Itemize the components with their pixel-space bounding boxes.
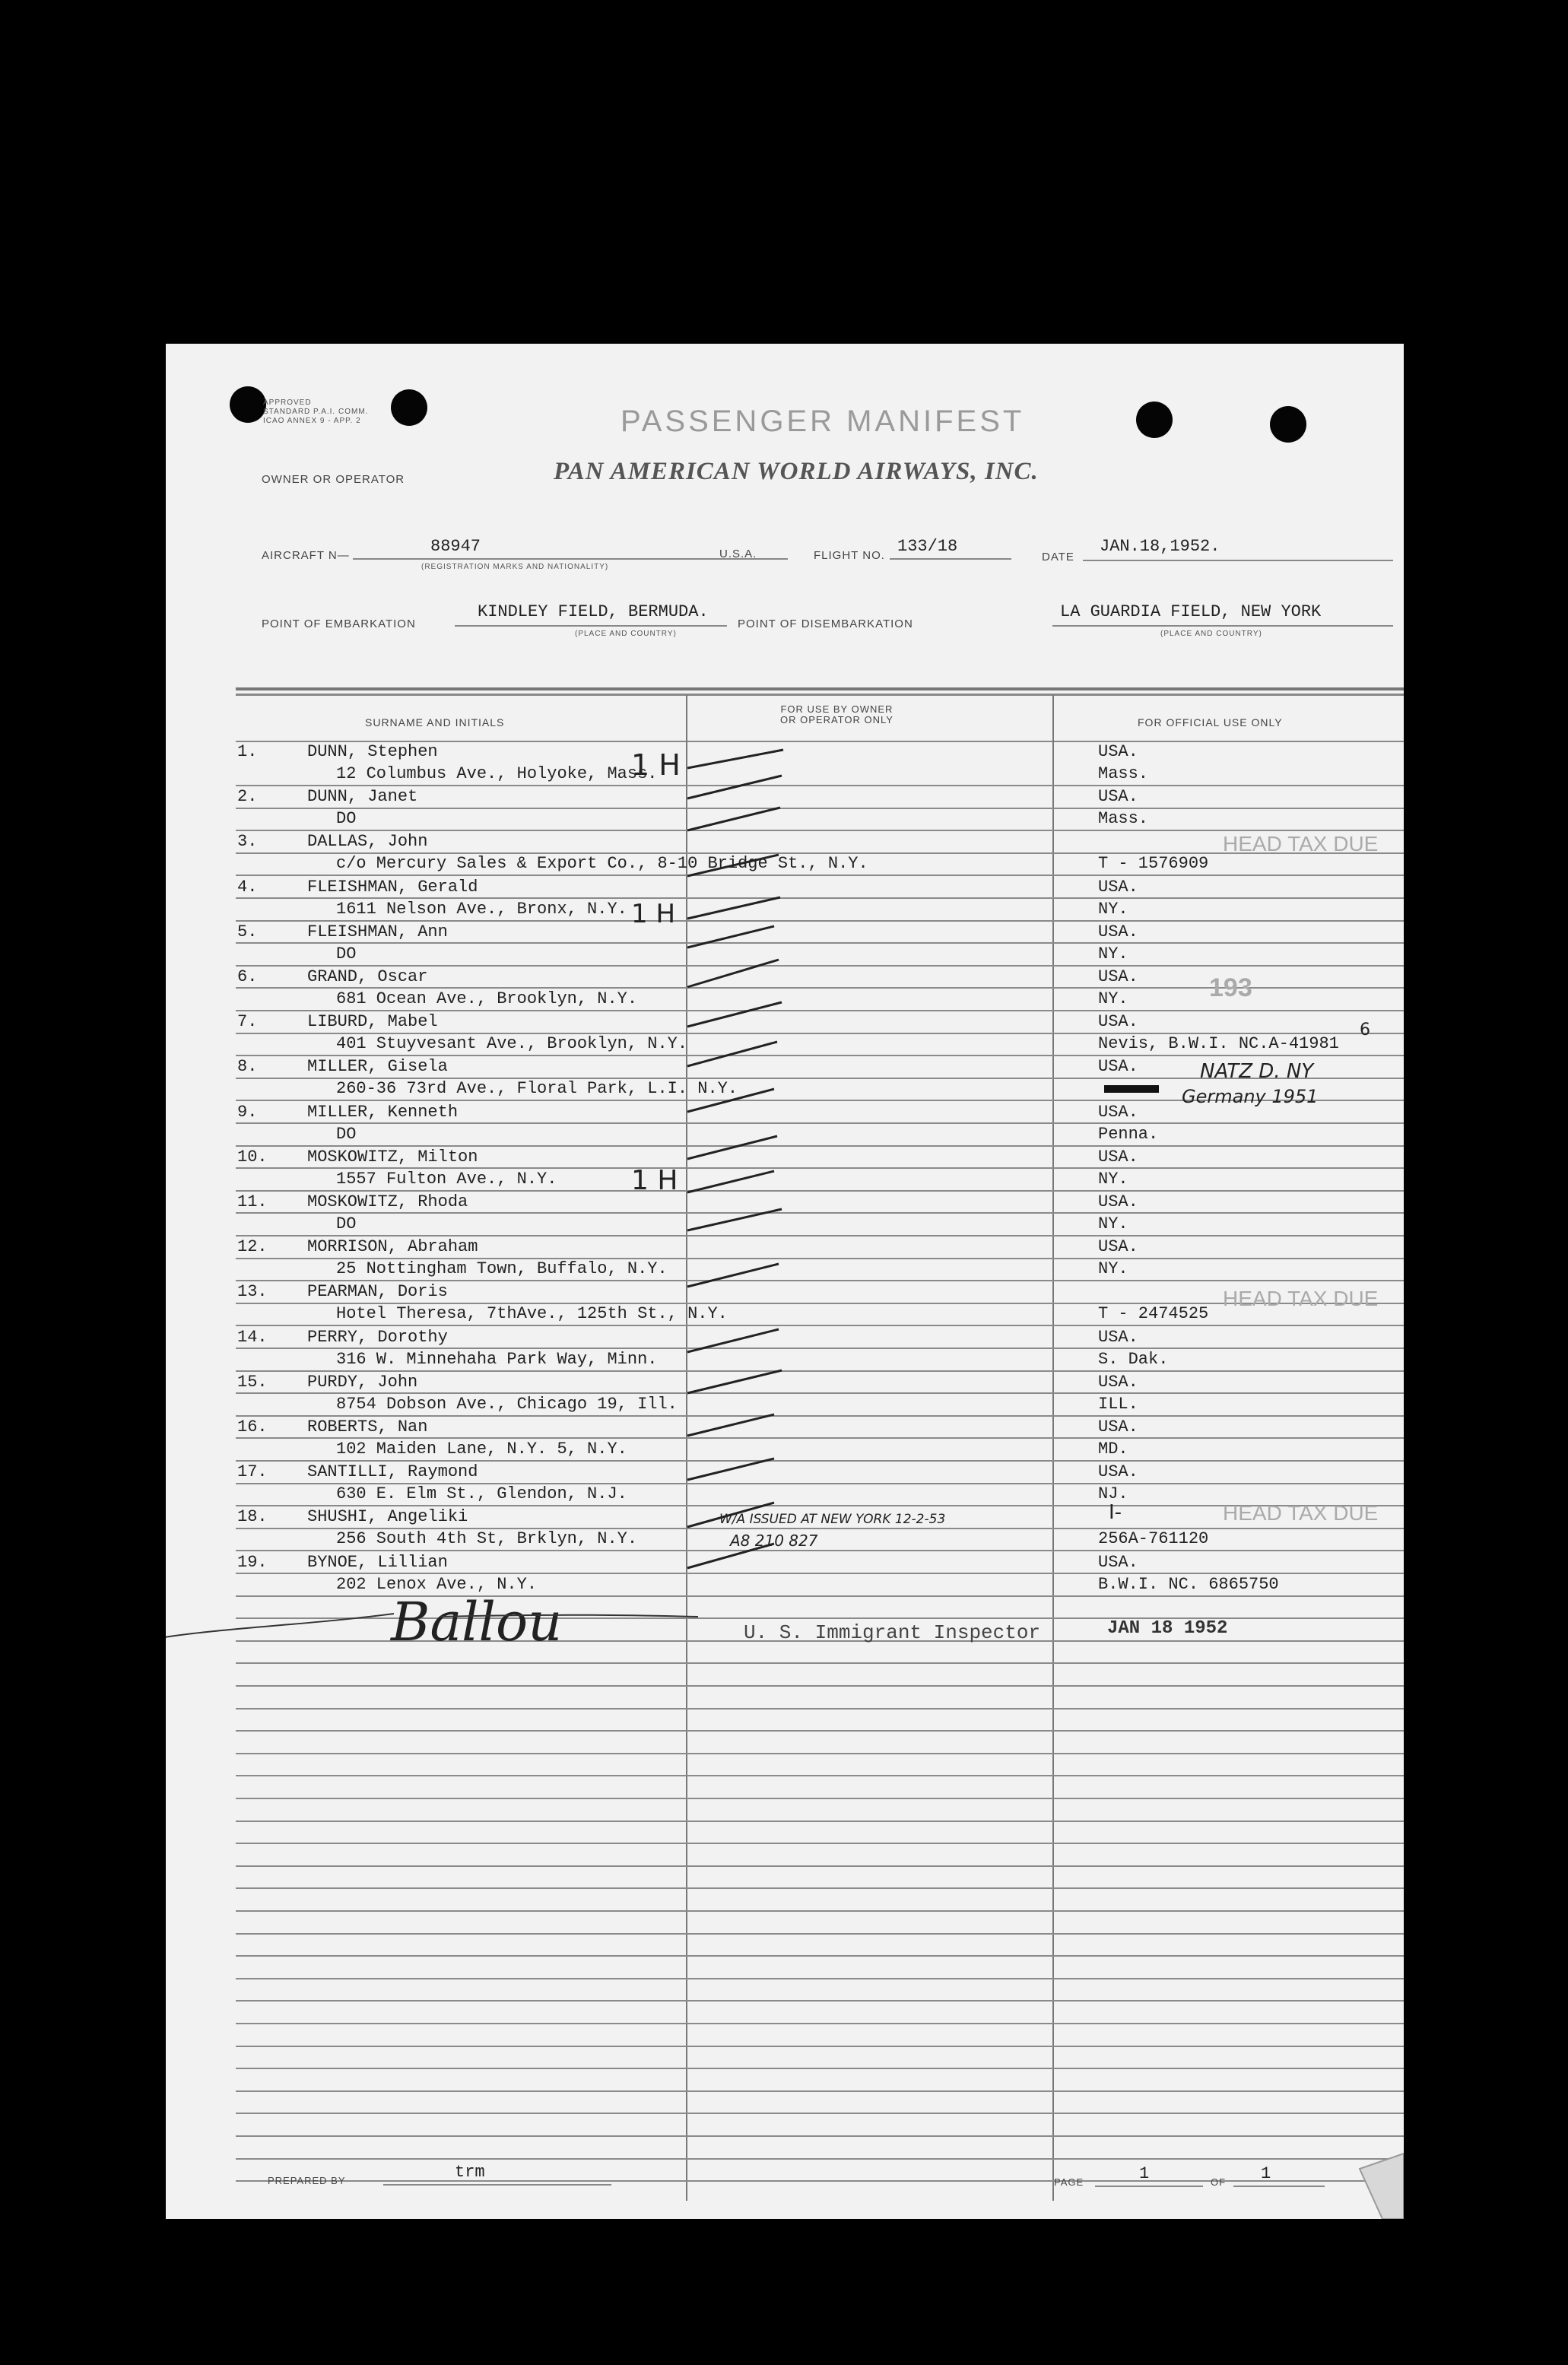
- official-citizenship: USA.: [1098, 1462, 1138, 1481]
- passenger-address: 1557 Fulton Ave., N.Y.: [336, 1170, 557, 1189]
- passenger-address: DO: [336, 1125, 357, 1144]
- passenger-number: 2.: [237, 787, 258, 806]
- passenger-name: MILLER, Gisela: [307, 1057, 448, 1076]
- inspector-stamp: U. S. Immigrant Inspector: [744, 1621, 1041, 1644]
- official-citizenship: USA.: [1098, 1328, 1138, 1347]
- passenger-number: 6.: [237, 967, 258, 986]
- official-residence: S. Dak.: [1098, 1350, 1169, 1369]
- official-residence: T - 1576909: [1098, 854, 1209, 873]
- official-residence: NY.: [1098, 1259, 1128, 1278]
- page-number-stamp: 193: [1209, 973, 1252, 1002]
- passenger-address: DO: [336, 1214, 357, 1233]
- embarkation-label: POINT OF EMBARKATION: [262, 617, 416, 630]
- page-total: 1: [1261, 2164, 1271, 2183]
- passenger-name: DALLAS, John: [307, 832, 428, 851]
- passenger-name: LIBURD, Mabel: [307, 1012, 438, 1031]
- flight-number: 133/18: [897, 537, 958, 556]
- official-residence: NY.: [1098, 989, 1128, 1008]
- passenger-number: 12.: [237, 1237, 268, 1256]
- handwritten-i-mark: I-: [1109, 1501, 1122, 1524]
- of-label: OF: [1211, 2176, 1227, 2188]
- official-citizenship: USA.: [1098, 922, 1138, 941]
- passenger-address: 630 E. Elm St., Glendon, N.J.: [336, 1484, 627, 1503]
- official-citizenship: USA.: [1098, 1373, 1138, 1392]
- page-label: PAGE: [1054, 2176, 1084, 2188]
- manifest-sheet: [166, 344, 1404, 2219]
- passenger-number: 5.: [237, 922, 258, 941]
- handwritten-natz-year: Germany 1951: [1182, 1086, 1319, 1107]
- passenger-number: 1.: [237, 742, 258, 761]
- passenger-name: PERRY, Dorothy: [307, 1328, 448, 1347]
- passenger-number: 3.: [237, 832, 258, 851]
- handwritten-wa-number: A8 210 827: [730, 1532, 818, 1550]
- head-tax-stamp-2: HEAD TAX DUE: [1223, 1287, 1379, 1310]
- official-residence: NY.: [1098, 900, 1128, 919]
- passenger-name: PEARMAN, Doris: [307, 1282, 448, 1301]
- passenger-name: SANTILLI, Raymond: [307, 1462, 478, 1481]
- embarkation-point: KINDLEY FIELD, BERMUDA.: [478, 602, 709, 621]
- passenger-address: 102 Maiden Lane, N.Y. 5, N.Y.: [336, 1440, 627, 1459]
- passenger-address: 681 Ocean Ave., Brooklyn, N.Y.: [336, 989, 638, 1008]
- official-residence: NY.: [1098, 1214, 1128, 1233]
- passenger-name: BYNOE, Lillian: [307, 1553, 448, 1572]
- passenger-number: 10.: [237, 1148, 268, 1167]
- date-label: DATE: [1042, 551, 1074, 563]
- official-residence: Mass.: [1098, 764, 1149, 783]
- handwritten-mark-1: 1 H: [631, 748, 681, 782]
- passenger-number: 15.: [237, 1373, 268, 1392]
- aircraft-note: (REGISTRATION MARKS AND NATIONALITY): [421, 563, 609, 571]
- passenger-address: c/o Mercury Sales & Export Co., 8-10 Bridge St., N.Y.: [336, 854, 868, 873]
- official-citizenship: USA.: [1098, 1237, 1138, 1256]
- handwritten-mark-3: 1 H: [631, 1165, 678, 1196]
- official-residence: ILL.: [1098, 1395, 1138, 1414]
- official-residence: NJ.: [1098, 1484, 1128, 1503]
- official-residence: Nevis, B.W.I. NC.A-41981: [1098, 1034, 1339, 1053]
- passenger-address: 25 Nottingham Town, Buffalo, N.Y.: [336, 1259, 668, 1278]
- passenger-number: 8.: [237, 1057, 258, 1076]
- passenger-name: PURDY, John: [307, 1373, 418, 1392]
- official-citizenship: USA.: [1098, 787, 1138, 806]
- passenger-name: SHUSHI, Angeliki: [307, 1507, 468, 1526]
- flight-label: FLIGHT NO.: [814, 549, 885, 562]
- official-citizenship: USA.: [1098, 1553, 1138, 1572]
- page-title: PASSENGER MANIFEST: [621, 405, 1025, 438]
- passenger-address: 12 Columbus Ave., Holyoke, Mass.: [336, 764, 658, 783]
- passenger-number: 9.: [237, 1103, 258, 1122]
- inspector-signature: Ballou: [391, 1591, 563, 1653]
- country-label: U.S.A.: [719, 548, 757, 560]
- official-citizenship: USA.: [1098, 967, 1138, 986]
- handwritten-natz: NATZ D. NY: [1200, 1060, 1314, 1083]
- official-citizenship: USA.: [1098, 1192, 1138, 1211]
- passenger-name: MOSKOWITZ, Rhoda: [307, 1192, 468, 1211]
- official-residence: B.W.I. NC. 6865750: [1098, 1575, 1279, 1594]
- passenger-address: 202 Lenox Ave., N.Y.: [336, 1575, 538, 1594]
- passenger-number: 19.: [237, 1553, 268, 1572]
- passenger-address: 8754 Dobson Ave., Chicago 19, Ill.: [336, 1395, 678, 1414]
- passenger-name: MORRISON, Abraham: [307, 1237, 478, 1256]
- official-citizenship: USA.: [1098, 1148, 1138, 1167]
- passenger-name: FLEISHMAN, Ann: [307, 922, 448, 941]
- column-header-owner-use: FOR USE BY OWNER OR OPERATOR ONLY: [780, 703, 894, 725]
- column-header-surname: SURNAME AND INITIALS: [365, 716, 505, 729]
- passenger-name: FLEISHMAN, Gerald: [307, 878, 478, 897]
- official-residence: NY.: [1098, 944, 1128, 963]
- handwritten-wa-issued: W/A ISSUED AT NEW YORK 12-2-53: [719, 1512, 946, 1527]
- aircraft-label: AIRCRAFT N—: [262, 549, 350, 562]
- passenger-address: DO: [336, 809, 357, 828]
- head-tax-stamp-3: HEAD TAX DUE: [1223, 1501, 1379, 1525]
- passenger-number: 7.: [237, 1012, 258, 1031]
- passenger-address: 1611 Nelson Ave., Bronx, N.Y.: [336, 900, 627, 919]
- official-residence: NY.: [1098, 1170, 1128, 1189]
- prepared-by-label: PREPARED BY: [268, 2175, 346, 2186]
- official-citizenship: USA.: [1098, 878, 1138, 897]
- passenger-name: MILLER, Kenneth: [307, 1103, 459, 1122]
- head-tax-stamp-1: HEAD TAX DUE: [1223, 832, 1379, 856]
- handwritten-six: 6: [1360, 1021, 1370, 1040]
- official-residence: T - 2474525: [1098, 1304, 1209, 1323]
- passenger-address: 401 Stuyvesant Ave., Brooklyn, N.Y.: [336, 1034, 688, 1053]
- passenger-address: DO: [336, 944, 357, 963]
- page-number: 1: [1139, 2164, 1150, 2183]
- passenger-number: 14.: [237, 1328, 268, 1347]
- passenger-address: 260-36 73rd Ave., Floral Park, L.I. N.Y.: [336, 1079, 738, 1098]
- passenger-name: DUNN, Stephen: [307, 742, 438, 761]
- official-citizenship: USA.: [1098, 1012, 1138, 1031]
- passenger-address: 256 South 4th St, Brklyn, N.Y.: [336, 1529, 638, 1548]
- signature-underline: [166, 1614, 698, 1643]
- passenger-number: 18.: [237, 1507, 268, 1526]
- official-residence: Penna.: [1098, 1125, 1159, 1144]
- folded-corner: [1360, 2154, 1404, 2219]
- official-residence: Mass.: [1098, 809, 1149, 828]
- passenger-name: MOSKOWITZ, Milton: [307, 1148, 478, 1167]
- disembarkation-label: POINT OF DISEMBARKATION: [738, 617, 913, 630]
- disembark-place-note: (PLACE AND COUNTRY): [1160, 630, 1262, 638]
- passenger-name: GRAND, Oscar: [307, 967, 428, 986]
- official-citizenship: USA.: [1098, 1103, 1138, 1122]
- owner-label: OWNER OR OPERATOR: [262, 473, 405, 486]
- owner-name: PAN AMERICAN WORLD AIRWAYS, INC.: [554, 458, 1039, 485]
- column-header-official: FOR OFFICIAL USE ONLY: [1138, 716, 1283, 729]
- official-citizenship: USA.: [1098, 1057, 1138, 1076]
- passenger-name: DUNN, Janet: [307, 787, 418, 806]
- disembarkation-point: LA GUARDIA FIELD, NEW YORK: [1060, 602, 1322, 621]
- passenger-name: ROBERTS, Nan: [307, 1417, 428, 1436]
- official-residence: 256A-761120: [1098, 1529, 1209, 1548]
- passenger-number: 11.: [237, 1192, 268, 1211]
- form-approval-note: APPROVED STANDARD P.A.I. COMM. ICAO ANNEX 9 - APP. 2: [263, 398, 369, 425]
- official-residence: MD.: [1098, 1440, 1128, 1459]
- aircraft-number: 88947: [430, 537, 481, 556]
- official-citizenship: USA.: [1098, 742, 1138, 761]
- inspector-date-stamp: JAN 18 1952: [1107, 1618, 1228, 1639]
- passenger-address: 316 W. Minnehaha Park Way, Minn.: [336, 1350, 658, 1369]
- embark-place-note: (PLACE AND COUNTRY): [575, 630, 677, 638]
- passenger-number: 13.: [237, 1282, 268, 1301]
- flight-date: JAN.18,1952.: [1100, 537, 1220, 556]
- prepared-by: trm: [455, 2163, 485, 2182]
- passenger-number: 16.: [237, 1417, 268, 1436]
- passenger-address: Hotel Theresa, 7thAve., 125th St., N.Y.: [336, 1304, 728, 1323]
- passenger-number: 17.: [237, 1462, 268, 1481]
- official-citizenship: USA.: [1098, 1417, 1138, 1436]
- handwritten-mark-2: 1 H: [631, 899, 676, 929]
- passenger-number: 4.: [237, 878, 258, 897]
- check-marks: [166, 344, 1404, 2219]
